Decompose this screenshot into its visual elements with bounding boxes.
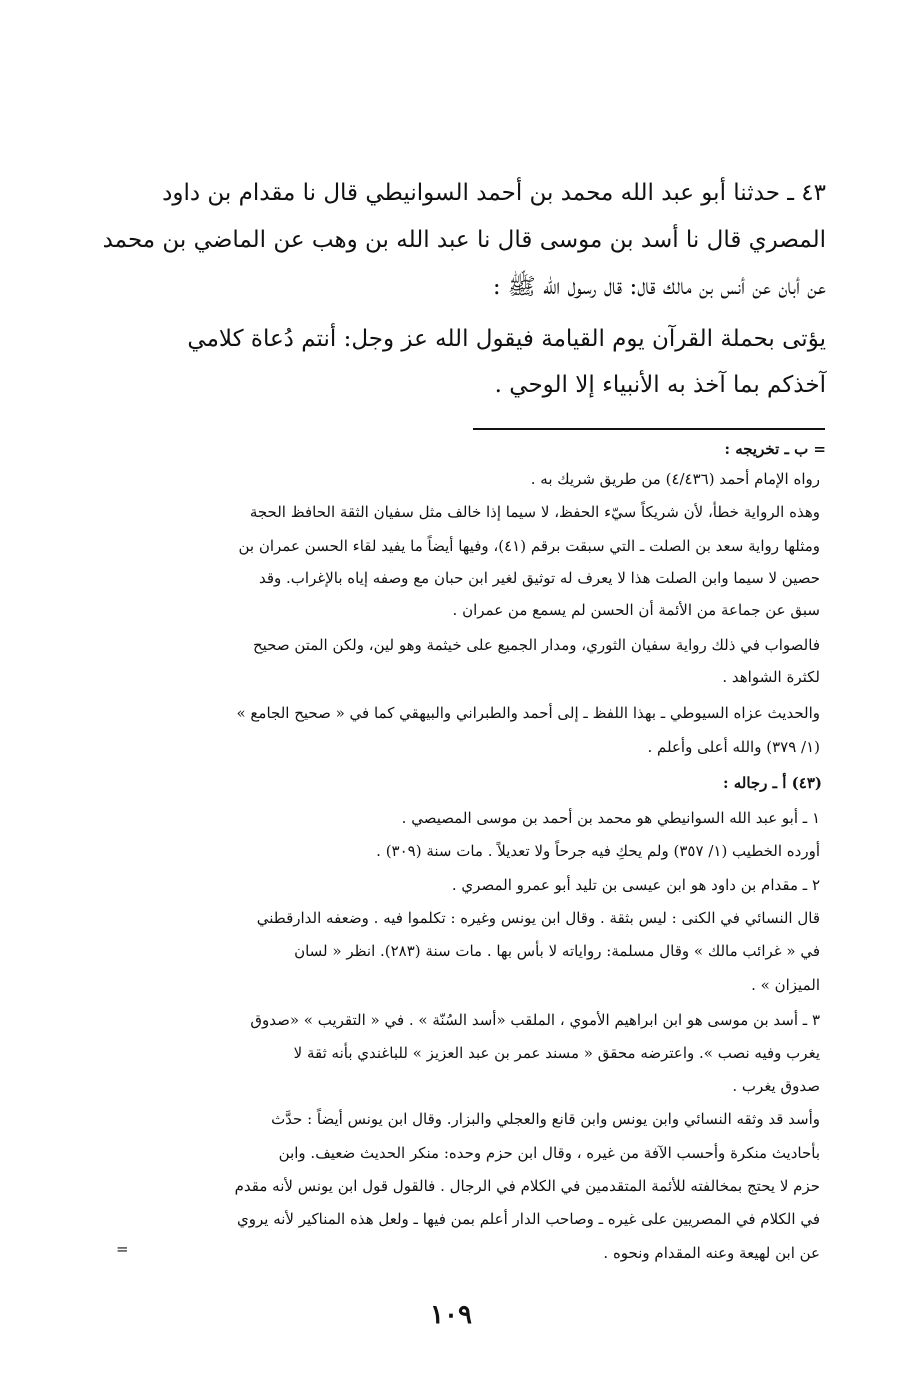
footnote-line: (١/ ٣٧٩) والله أعلى وأعلم . [647, 738, 820, 756]
footnote-line: لكثرة الشواهد . [722, 668, 820, 686]
footnote-line: حصين لا سيما وابن الصلت هذا لا يعرف له توثيق لغير ابن حبان مع وصفه إياه بالإغراب. وقد [258, 569, 820, 587]
hadith-line: ٤٣ ـ حدثنا أبو عبد الله محمد بن أحمد السوانيطي قال نا مقدام بن داود [162, 180, 826, 206]
footnote-line: سبق عن جماعة من الأئمة أن الحسن لم يسمع من عمران . [452, 601, 820, 619]
footnote-line: صدوق يغرب . [732, 1077, 820, 1095]
footnote-line: الميزان » . [751, 976, 820, 994]
page-number: ١٠٩ [430, 1300, 472, 1330]
footnote-line: وأسد قد وثقه النسائي وابن يونس وابن قانع والعجلي والبزار. وقال ابن يونس أيضاً : حدَّث [271, 1110, 820, 1128]
footnote-line: ٢ ـ مقدام بن داود هو ابن عيسى بن تليد أبو عمرو المصري . [451, 876, 820, 894]
footnote-line: في الكلام في المصريين على غيره ـ وصاحب الدار أعلم بمن فيها ـ ولعل هذه المناكير لأنه يروي [237, 1210, 820, 1228]
footnote-line: بأحاديث منكرة وأحسب الآفة من غيره ، وقال ابن حزم وحده: منكر الحديث ضعيف. وابن [278, 1144, 820, 1162]
rijal-heading: (٤٣) أ ـ رجاله : [722, 774, 822, 792]
continuation-mark: = [116, 1240, 129, 1258]
hadith-line: المصري قال نا أسد بن موسى قال نا عبد الله بن وهب عن الماضي بن محمد [102, 227, 826, 253]
footnote-line: عن ابن لهيعة وعنه المقدام ونحوه . [603, 1244, 820, 1262]
footnote-line: أورده الخطيب (١/ ٣٥٧) ولم يحكِ فيه جرحاً ولا تعديلاً . مات سنة (٣٠٩) . [376, 842, 820, 860]
footnote-line: يغرب وفيه نصب ». واعترضه محقق « مسند عمر بن عبد العزيز » للباغندي بأنه ثقة لا [293, 1044, 820, 1062]
footnote-line: حزم لا يحتج بمخالفته للأئمة المتقدمين في الكلام في الرجال . فالقول قول ابن يونس لأنه مقدم [234, 1177, 820, 1195]
hadith-line: يؤتى بحملة القرآن يوم القيامة فيقول الله عز وجل: أنتم دُعاة كلامي [187, 326, 826, 352]
hadith-line: آخذكم بما آخذ به الأنبياء إلا الوحي . [494, 372, 826, 398]
takhrij-heading: = ب ـ تخريجه : [724, 440, 826, 458]
footnote-line: في « غرائب مالك » وقال مسلمة: رواياته لا بأس بها . مات سنة (٢٨٣). انظر « لسان [294, 942, 820, 960]
footnote-line: قال النسائي في الكنى : ليس بثقة . وقال ابن يونس وغيره : تكلموا فيه . وضعفه الدارقطني [256, 909, 820, 927]
hadith-line: عن أبان عن أنس بن مالك قال: قال رسول الله ﷺ : [492, 274, 826, 300]
footnote-separator [473, 428, 825, 430]
footnote-line: والحديث عزاه السيوطي ـ بهذا اللفظ ـ إلى أحمد والطبراني والبيهقي كما في « صحيح الجامع » [236, 704, 820, 722]
footnote-line: وهذه الرواية خطأ، لأن شريكاً سيّء الحفظ، لا سيما إذا خالف مثل سفيان الثقة الحافظ الحجة [249, 503, 820, 521]
footnote-line: فالصواب في ذلك رواية سفيان الثوري، ومدار الجميع على خيثمة وهو لين، ولكن المتن صحيح [252, 636, 820, 654]
footnote-line: ١ ـ أبو عبد الله السوانيطي هو محمد بن أحمد بن موسى المصيصي . [401, 809, 820, 827]
footnote-line: ٣ ـ أسد بن موسى هو ابن ابراهيم الأموي ، الملقب «أسد السُنّة » . في « التقريب » «صدوق [250, 1011, 820, 1029]
footnote-line: رواه الإمام أحمد (٤/٤٣٦) من طريق شريك به . [530, 470, 820, 488]
footnote-line: ومثلها رواية سعد بن الصلت ـ التي سبقت برقم (٤١)، وفيها أيضاً ما يفيد لقاء الحسن عمران بن [238, 537, 820, 555]
